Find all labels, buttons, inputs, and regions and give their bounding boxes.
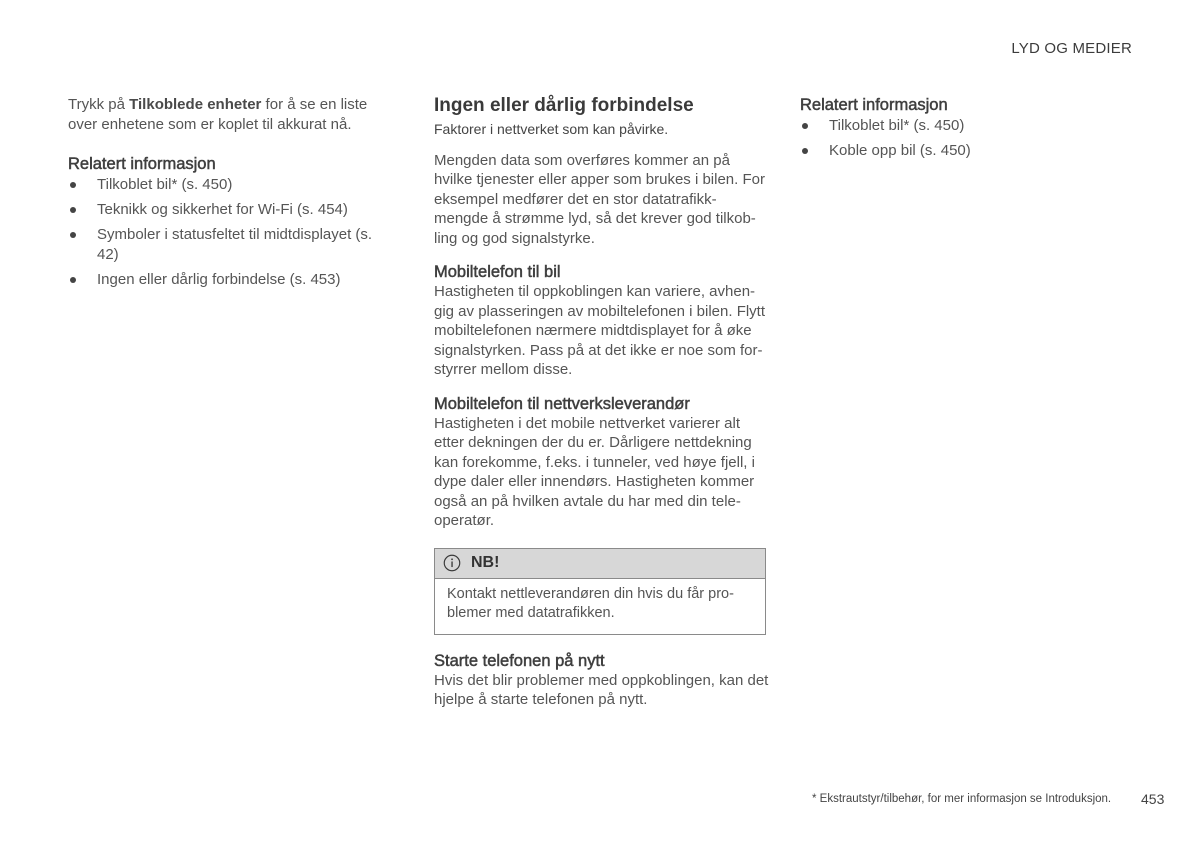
section-header: LYD OG MEDIER bbox=[1011, 40, 1132, 57]
related-link-label: Tilkoblet bil* (s. 450) bbox=[829, 117, 965, 134]
column-right bbox=[800, 95, 1130, 166]
restart-phone-text: Hvis det blir problemer med oppkoblingen, kan det hjelpe å starte telefonen på nytt. bbox=[434, 671, 769, 708]
related-link-connected-car[interactable] bbox=[800, 116, 1130, 136]
article-title: Ingen eller dårlig forbindelse bbox=[434, 95, 694, 116]
bullet-icon bbox=[70, 232, 76, 238]
article-intro: Mengden data som overføres kommer an på hvilke tjenester eller apper som brukes i bilen. For eksempel medfører det en stor datatrafikk-mengde å strømme lyd, så det krever god tilkob-ling og god signalstyrke. bbox=[434, 151, 765, 247]
phone-to-car-text: Hastigheten til oppkoblingen kan variere, avhen-gig av plasseringen av mobiltelefonen i bilen. Flytt mobiltelefonen nærmere midtdisplayet for å øke signalstyrken. Pass på at det ikke er noe som for-styrrer mellom disse. bbox=[434, 283, 766, 378]
phone-to-provider-heading: Mobiltelefon til nettverksleverandør bbox=[434, 394, 690, 413]
page-number: 453 bbox=[1141, 791, 1165, 807]
note-text: Kontakt nettleverandøren din hvis du får pro-blemer med datatrafikken. bbox=[447, 585, 734, 621]
related-link-status-symbols[interactable] bbox=[68, 225, 388, 264]
note-label: NB! bbox=[471, 554, 500, 571]
article-subtitle: Faktorer i nettverket som kan påvirke. bbox=[434, 121, 669, 137]
intro-text-before: Trykk på bbox=[68, 96, 130, 113]
related-link-label: Symboler i statusfeltet til midtdisplayet (s. 42) bbox=[97, 226, 373, 263]
related-link-wifi-security[interactable] bbox=[68, 200, 388, 220]
related-info-heading: Relatert informasjon bbox=[68, 155, 216, 173]
column-left bbox=[68, 95, 388, 295]
intro-paragraph bbox=[68, 95, 388, 134]
related-link-connected-car[interactable] bbox=[68, 175, 388, 195]
connected-devices-term: Tilkoblede enheter bbox=[129, 96, 262, 113]
column-middle bbox=[434, 95, 769, 710]
related-link-connect-car[interactable] bbox=[800, 141, 1130, 161]
related-info-list bbox=[68, 175, 388, 289]
related-info-list bbox=[800, 116, 1130, 161]
footer-footnote: * Ekstrautstyr/tilbehør, for mer informasjon se Introduksjon. bbox=[812, 793, 1112, 805]
phone-to-provider-text: Hastigheten i det mobile nettverket varierer alt etter dekningen der du er. Dårligere nettdekning kan forekomme, f.eks. i tunneler, ved høye fjell, i dype daler eller innendørs. Hastigheten kommer også an på hvilken avtale du har med din tele-operatør. bbox=[434, 414, 755, 529]
related-link-label: Ingen eller dårlig forbindelse (s. 453) bbox=[97, 270, 341, 288]
bullet-icon bbox=[70, 182, 76, 188]
note-header bbox=[435, 549, 765, 579]
intro-text-after: for å se en liste over enhetene som er koplet til akkurat nå. bbox=[68, 96, 368, 133]
bullet-icon bbox=[70, 277, 76, 283]
phone-to-car-heading: Mobiltelefon til bil bbox=[434, 263, 561, 281]
note-box bbox=[434, 548, 766, 635]
bullet-icon bbox=[802, 123, 808, 129]
related-link-label: Teknikk og sikkerhet for Wi-Fi (s. 454) bbox=[97, 201, 348, 218]
related-link-label: Koble opp bil (s. 450) bbox=[829, 142, 971, 159]
related-link-poor-connection[interactable] bbox=[68, 270, 388, 290]
bullet-icon bbox=[802, 148, 808, 154]
related-link-label: Tilkoblet bil* (s. 450) bbox=[97, 176, 233, 193]
restart-phone-heading: Starte telefonen på nytt bbox=[434, 651, 605, 670]
related-info-heading: Relatert informasjon bbox=[800, 96, 948, 114]
info-icon bbox=[443, 554, 461, 572]
bullet-icon bbox=[70, 207, 76, 213]
